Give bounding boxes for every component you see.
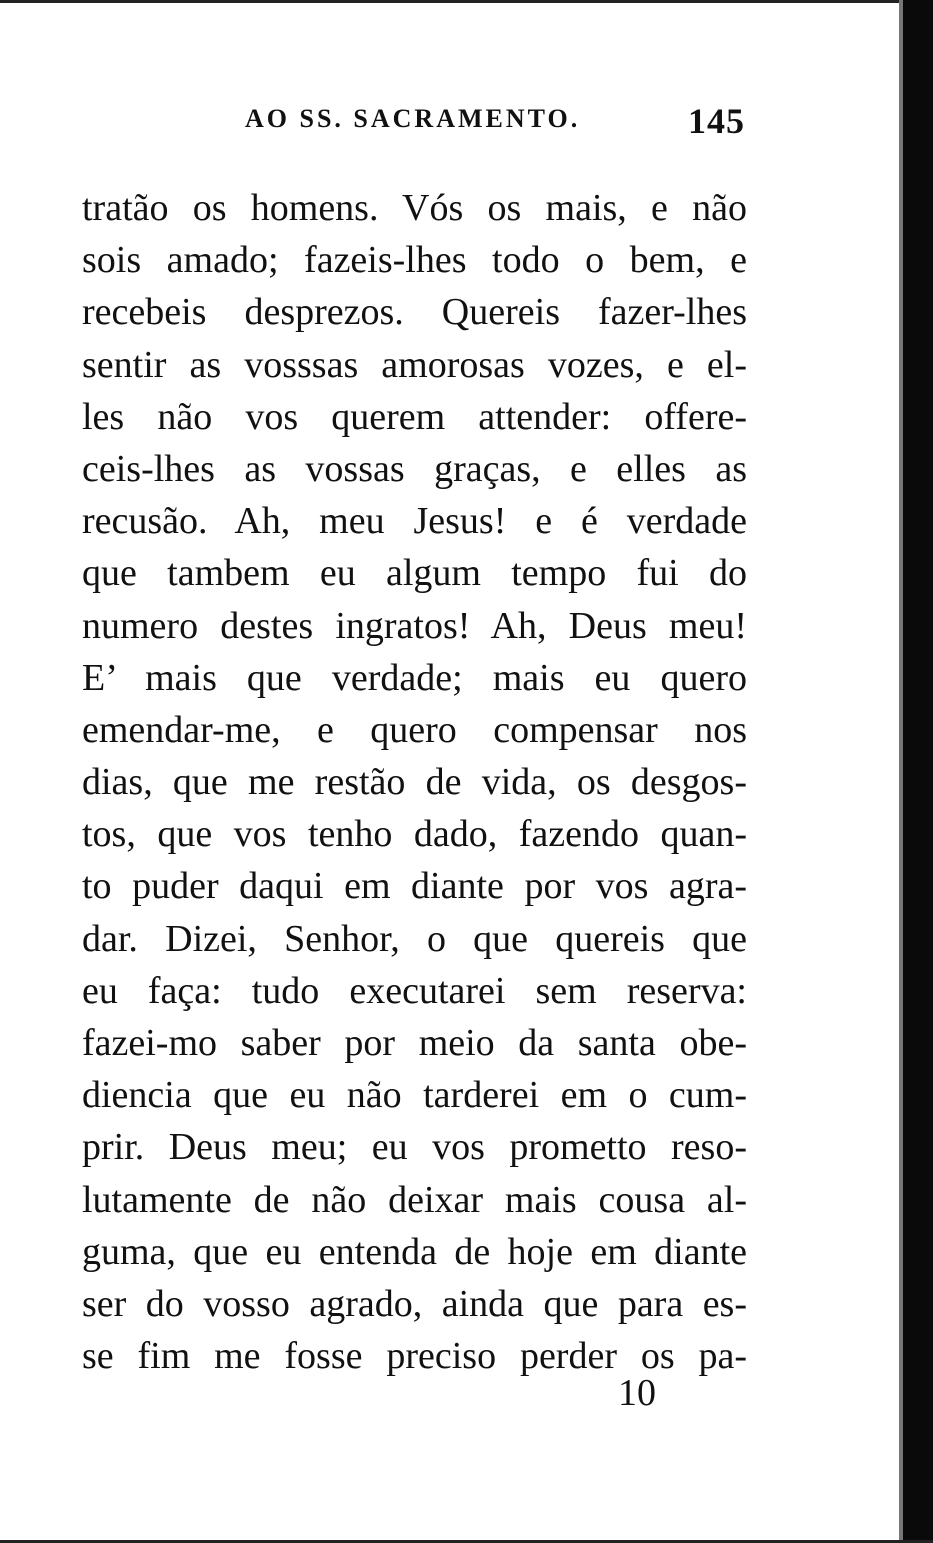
- text-line: guma, que eu entenda de hoje em diante: [82, 1230, 747, 1273]
- page-number: 145: [688, 101, 745, 141]
- text-line: ceis-lhes as vossas graças, e elles as: [82, 447, 747, 490]
- text-line: numero destes ingratos! Ah, Deus meu!: [82, 604, 747, 647]
- text-line: dar. Dizei, Senhor, o que quereis que: [82, 917, 747, 960]
- text-line: dias, que me restão de vida, os desgos-: [82, 761, 747, 804]
- text-line: ser do vosso agrado, ainda que para es-: [82, 1282, 747, 1325]
- text-line: sois amado; fazeis-lhes todo o bem, e: [82, 239, 747, 282]
- scan-edge-right: [903, 0, 933, 1543]
- signature-mark: 10: [618, 1372, 656, 1414]
- scan-edge-top: [0, 0, 900, 3]
- text-line: eu faça: tudo executarei sem reserva:: [82, 969, 747, 1012]
- text-line: tos, que vos tenho dado, fazendo quan-: [82, 813, 747, 856]
- text-line: prir. Deus meu; eu vos prometto reso-: [82, 1126, 747, 1169]
- text-line: les não vos querem attender: offere-: [82, 395, 747, 438]
- text-line: que tambem eu algum tempo fui do: [82, 552, 747, 595]
- text-line: lutamente de não deixar mais cousa al-: [82, 1178, 747, 1221]
- text-line: recusão. Ah, meu Jesus! e é verdade: [82, 500, 747, 543]
- text-line: emendar-me, e quero compensar nos: [82, 708, 747, 751]
- text-line: diencia que eu não tarderei em o cum-: [82, 1074, 747, 1117]
- text-line: tratão os homens. Vós os mais, e não: [82, 187, 747, 229]
- text-line: se fim me fosse preciso perder os pa-: [82, 1335, 747, 1378]
- running-title: AO SS. SACRAMENTO.: [245, 104, 581, 133]
- text-line: recebeis desprezos. Quereis fazer-lhes: [82, 291, 747, 334]
- text-line: sentir as vosssas amorosas vozes, e el-: [82, 343, 747, 386]
- body-text: [82, 182, 747, 1382]
- running-head: [245, 100, 745, 140]
- text-line: E’ mais que verdade; mais eu quero: [82, 656, 747, 699]
- text-line: to puder daqui em diante por vos agra-: [82, 865, 747, 908]
- text-line: fazei-mo saber por meio da santa obe-: [82, 1022, 747, 1064]
